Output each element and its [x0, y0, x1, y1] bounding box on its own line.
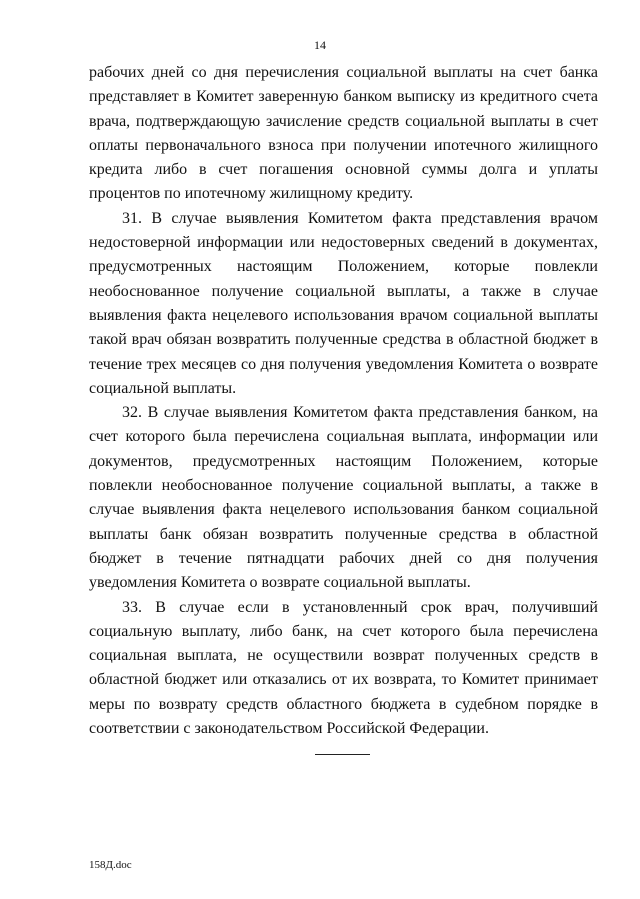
document-body	[89, 61, 598, 741]
footer-filename: 158Д.doc	[89, 859, 132, 871]
paragraph-31: 31. В случае выявления Комитетом факта представления врачом недостоверной информации или недостоверных сведений в документах, предусмотренных настоящим Положением, которые повлекли необоснованное получение социальной выплаты, а также в случае выявления факта нецелевого использования врачом социальной выплаты такой врач обязан возвратить полученные средства в областной бюджет в течение трех месяцев со дня получения уведомления Комитета о возврате социальной выплаты.	[89, 209, 598, 397]
paragraph-continuation: рабочих дней со дня перечисления социальной выплаты на счет банка представляет в Комитет заверенную банком выписку из кредитного счета врача, подтверждающую зачисление средств социальной выплаты в счет оплаты первоначального взноса при получении ипотечного жилищного кредита либо в счет погашения основной суммы долга и уплаты процентов по ипотечному жилищному кредиту.	[89, 64, 598, 203]
end-of-document-rule	[315, 754, 370, 755]
page-number: 14	[314, 38, 326, 52]
paragraph-33: 33. В случае если в установленный срок врач, получивший социальную выплату, либо банк, на счет которого была перечислена социальная выплата, не осуществили возврат полученных средств в областной бюджет или отказались от их возврата, то Комитет принимает меры по возврату средств областного бюджета в судебном порядке в соответствии с законодательством Российской Федерации.	[89, 598, 598, 738]
paragraph-32: 32. В случае выявления Комитетом факта представления банком, на счет которого была перечислена социальная выплата, информации или документов, предусмотренных настоящим Положением, которые повлекли необоснованное получение социальной выплаты, а также в случае выявления факта нецелевого использования банком социальной выплаты банк обязан возвратить полученные средства в областной бюджет в течение пятнадцати рабочих дней со дня получения уведомления Комитета о возврате социальной выплаты.	[89, 404, 598, 592]
